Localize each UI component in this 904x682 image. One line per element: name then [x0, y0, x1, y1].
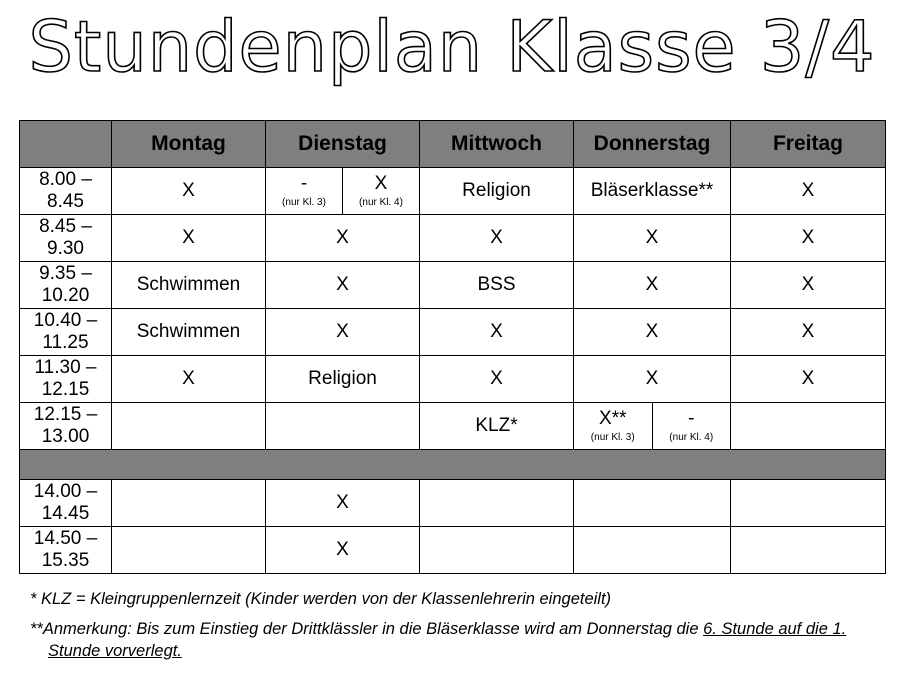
cell-donnerstag: X — [574, 309, 731, 356]
split-left — [266, 168, 342, 214]
split-value: X** — [599, 408, 627, 429]
header-mittwoch: Mittwoch — [420, 121, 574, 168]
split-note: (nur Kl. 4) — [669, 432, 714, 443]
cell-montag — [112, 527, 266, 574]
footnotes — [30, 588, 890, 670]
break-row — [20, 450, 886, 480]
footnote-remark-underlined: 6. Stunde auf die 1. Stunde vorverlegt. — [48, 620, 847, 660]
cell-donnerstag — [574, 403, 731, 450]
cell-montag: Schwimmen — [112, 262, 266, 309]
time-cell — [20, 403, 112, 450]
cell-freitag — [731, 403, 886, 450]
header-freitag: Freitag — [731, 121, 886, 168]
split-cell — [266, 168, 419, 214]
cell-mittwoch — [420, 527, 574, 574]
split-cell — [574, 403, 730, 449]
footnote-remark — [30, 618, 890, 662]
cell-dienstag: X — [266, 480, 420, 527]
header-donnerstag: Donnerstag — [574, 121, 731, 168]
cell-dienstag: X — [266, 309, 420, 356]
time-cell — [20, 527, 112, 574]
cell-mittwoch: X — [420, 356, 574, 403]
split-note: (nur Kl. 3) — [590, 432, 635, 443]
table-row — [20, 403, 886, 450]
header-row — [20, 121, 886, 168]
cell-donnerstag — [574, 527, 731, 574]
cell-mittwoch: X — [420, 309, 574, 356]
cell-montag: X — [112, 168, 266, 215]
timetable — [19, 120, 886, 574]
time-start: 8.45 – — [39, 216, 92, 237]
cell-dienstag: X — [266, 262, 420, 309]
time-start: 10.40 – — [33, 310, 98, 331]
footnote-remark-text: **Anmerkung: Bis zum Einstieg der Drittklässler in die Bläserklasse wird am Donnerstag die — [30, 620, 704, 638]
cell-montag — [112, 480, 266, 527]
table-row — [20, 262, 886, 309]
cell-donnerstag: Bläserklasse** — [574, 168, 731, 215]
time-end: 12.15 — [41, 379, 90, 400]
cell-donnerstag: X — [574, 262, 731, 309]
time-cell — [20, 356, 112, 403]
split-value: X — [374, 173, 388, 194]
time-cell — [20, 215, 112, 262]
cell-freitag: X — [731, 262, 886, 309]
cell-mittwoch: Religion — [420, 168, 574, 215]
break-cell — [20, 450, 886, 480]
cell-montag: X — [112, 215, 266, 262]
time-end: 8.45 — [47, 191, 84, 212]
split-value: - — [300, 173, 308, 194]
cell-freitag — [731, 480, 886, 527]
header-corner — [20, 121, 112, 168]
cell-mittwoch: KLZ* — [420, 403, 574, 450]
time-end: 9.30 — [47, 238, 84, 259]
cell-montag — [112, 403, 266, 450]
table-row — [20, 480, 886, 527]
time-start: 9.35 – — [39, 263, 92, 284]
cell-donnerstag: X — [574, 356, 731, 403]
table-row — [20, 309, 886, 356]
table-row — [20, 527, 886, 574]
cell-dienstag: Religion — [266, 356, 420, 403]
time-end: 13.00 — [41, 426, 90, 447]
cell-donnerstag — [574, 480, 731, 527]
page-title: Stundenplan Klasse 3/4 — [28, 6, 876, 88]
time-cell — [20, 262, 112, 309]
cell-donnerstag: X — [574, 215, 731, 262]
cell-freitag: X — [731, 168, 886, 215]
split-value: - — [688, 408, 695, 429]
split-right — [652, 403, 731, 449]
time-end: 10.20 — [41, 285, 90, 306]
time-start: 8.00 – — [39, 169, 92, 190]
time-cell — [20, 480, 112, 527]
time-start: 12.15 – — [33, 404, 98, 425]
split-right — [342, 168, 419, 214]
time-cell — [20, 309, 112, 356]
time-start: 11.30 – — [34, 357, 97, 378]
split-note: (nur Kl. 3) — [282, 197, 326, 208]
cell-mittwoch — [420, 480, 574, 527]
cell-freitag: X — [731, 356, 886, 403]
time-start: 14.00 – — [33, 481, 98, 502]
cell-montag: X — [112, 356, 266, 403]
cell-freitag — [731, 527, 886, 574]
time-end: 14.45 — [41, 503, 90, 524]
cell-dienstag — [266, 403, 420, 450]
split-left — [574, 403, 652, 449]
cell-freitag: X — [731, 215, 886, 262]
cell-dienstag — [266, 168, 420, 215]
footnote-klz: * KLZ = Kleingruppenlernzeit (Kinder werden von der Klassenlehrerin eingeteilt) — [30, 590, 612, 608]
cell-freitag: X — [731, 309, 886, 356]
cell-mittwoch: BSS — [420, 262, 574, 309]
cell-dienstag: X — [266, 215, 420, 262]
split-note: (nur Kl. 4) — [359, 197, 403, 208]
cell-montag: Schwimmen — [112, 309, 266, 356]
time-start: 14.50 – — [33, 528, 98, 549]
cell-dienstag: X — [266, 527, 420, 574]
time-cell — [20, 168, 112, 215]
table-row — [20, 168, 886, 215]
header-dienstag: Dienstag — [266, 121, 420, 168]
table-row — [20, 356, 886, 403]
table-row — [20, 215, 886, 262]
time-end: 11.25 — [42, 332, 89, 353]
cell-mittwoch: X — [420, 215, 574, 262]
time-end: 15.35 — [41, 550, 90, 571]
header-montag: Montag — [112, 121, 266, 168]
